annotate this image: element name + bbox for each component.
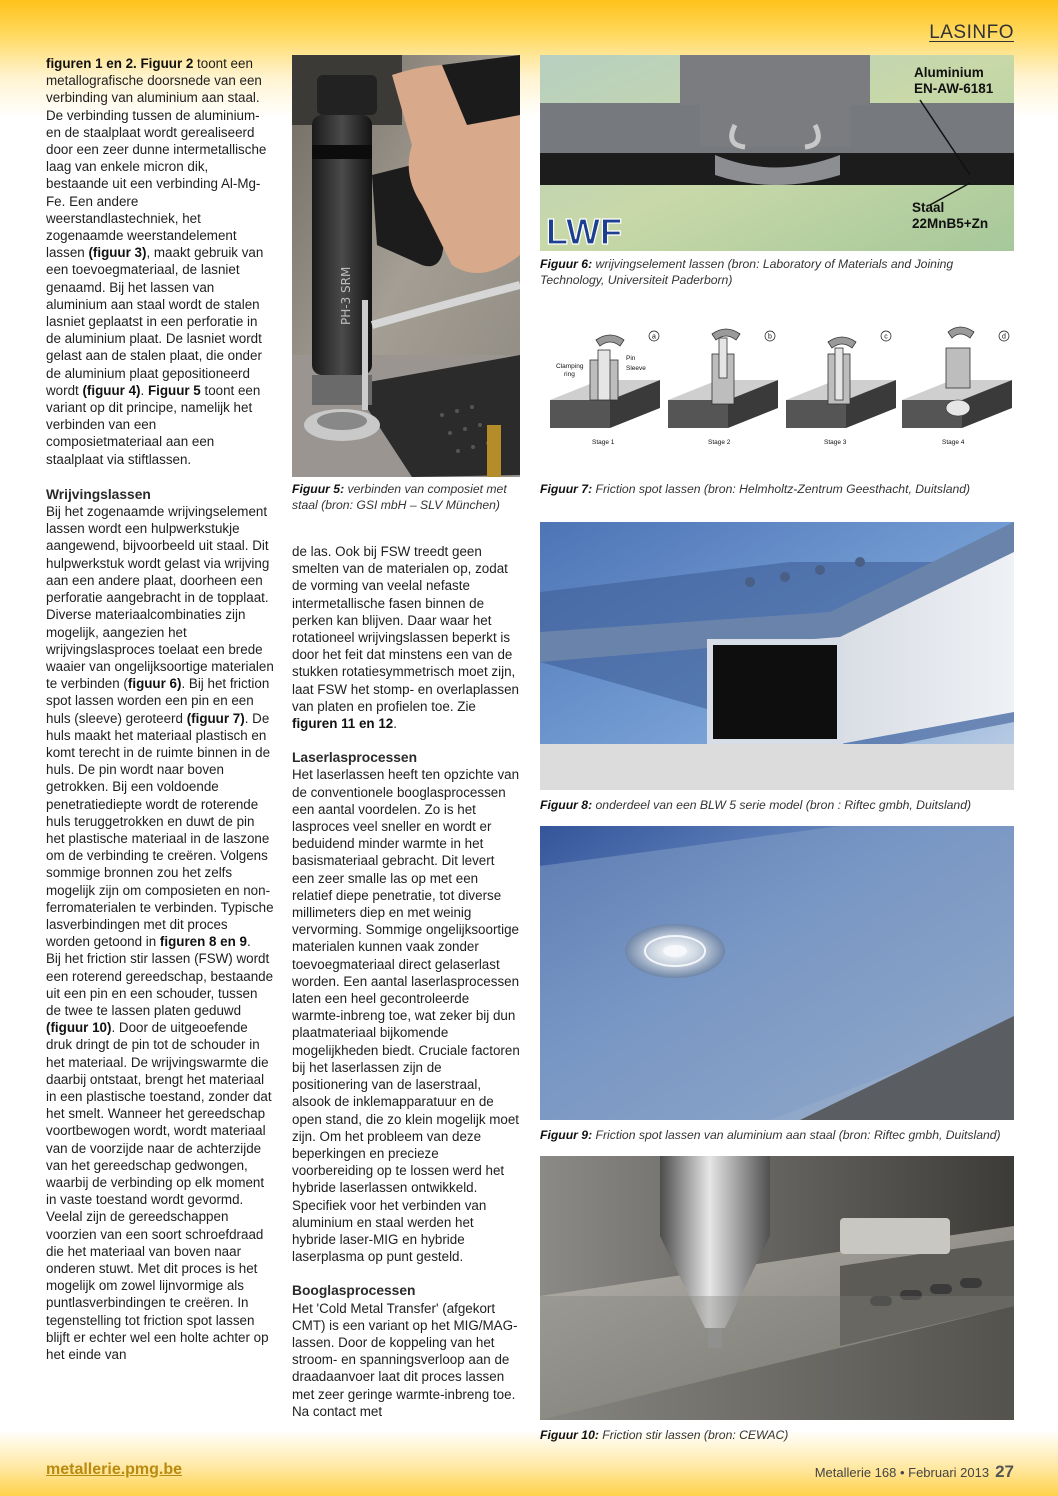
bold-reference: figuren 11 en 12 [292, 716, 394, 732]
bold-reference: (figuur 4) [82, 382, 141, 398]
subheading-booglasprocessen: Booglasprocessen [292, 1283, 416, 1299]
stage-label: Stage 2 [708, 439, 731, 446]
footer-site-link[interactable]: metallerie.pmg.be [46, 1461, 183, 1478]
bold-reference: Figuur 5 [147, 382, 201, 398]
label-aluminium: Aluminium [914, 65, 984, 80]
figure-7-diagram [540, 320, 1014, 452]
label-ring: ring [564, 371, 575, 378]
stage-marker: a [652, 333, 656, 341]
stage-marker: b [768, 333, 772, 341]
lwf-logo: LWF [546, 211, 622, 251]
subheading-laserlasprocessen: Laserlasprocessen [292, 750, 418, 766]
stage-4-block [902, 327, 1012, 428]
figure-10-caption: Figuur 10: Friction stir lassen (bron: CEWAC) [540, 1428, 789, 1442]
stage-2-block [668, 329, 778, 428]
issue-label: Metallerie 168 • Februari 2013 [814, 1465, 990, 1480]
label-staal: Staal [912, 200, 945, 215]
label-staal-grade: 22MnB5+Zn [912, 216, 989, 231]
paragraph: de las. Ook bij FSW treedt geen smelten van de materialen op, zodat de vorming van veelal nefaste intermetallische fasen binnen de perken kan blijven. Daar waar het rotationeel wrijvingslassen beperkt is door het feit dat minstens een van de stukken rotatiesymmetrisch moet zijn, laat FSW het stomp- en overlaplassen van platen en profielen toe. Zie figuren 11 en 12. [292, 544, 520, 732]
paragraph: Het laserlassen heeft ten opzichte van de conventionele booglasprocessen een aantal voordelen. Zo is het lasproces veel sneller en wordt er beduidend minder warmte in het basismateriaal gebracht. Dit levert een zeer smalle las op met een relatief diepe penetratie, tot diverse millimeters diep en met weinig vervorming. Sommige ongelijksoortige materialen kunnen vaak zonder toevoegmateriaal direct gelaserlast worden. Een aantal laserlasprocessen laten een heel gecontroleerde warmte-inbreng toe, wat zeker bij dun plaatmateriaal bijkomende mogelijkheden biedt. Cruciale factoren bij het laserlassen zijn de positionering van de laserstraal, alsook de inklemapparatuur en de open stand, die zo klein mogelijk moet zijn. Om het probleem van deze beperkingen en precieze voorbereiding op te lossen werd het hybride laserlassen ontwikkeld. Specifiek voor het verbinden van aluminium en staal werden het hybride laser-MIG en hybride laserplasma op punt gesteld. [292, 767, 520, 1265]
article-column-2 [292, 543, 520, 1420]
figure-10-photo [540, 1156, 1014, 1420]
paragraph: Bij het zogenaamde wrijvingselement lassen wordt een hulpwerkstukje aangewend, bijvoorbeeld uit staal. Dit hulpwerkstuk wordt gelast via wrijving aan een andere plaat, doorheen een perforatie aangebracht in de topplaat. Diverse materiaalcombinaties zijn mogelijk, aangezien het wrijvingslasproces toelaat een brede waaier van ongelijksoortige materialen te verbinden (figuur 6). Bij het friction spot lassen worden een pin en een huls (sleeve) geroteerd (figuur 7). De huls maakt het materiaal plastisch en komt terecht in de ruimte binnen in de huls. De pin wordt naar boven getrokken. Bij een voldoende penetratiediepte wordt de roterende huls teruggetrokken en duwt de pin het plastische materiaal in de laszone om de verbinding te creëren. Volgens sommige bronnen zou het zelfs mogelijk zijn om composieten en non-ferromaterialen te verbinden. Typische lasverbindingen met dit proces worden getoond in figuren 8 en 9. [46, 504, 274, 950]
label-clamping: Clamping [556, 363, 584, 370]
figure-5-caption: Figuur 5: verbinden van composiet met staal (bron: GSI mbH – SLV München) [292, 482, 507, 512]
stage-marker: c [884, 333, 888, 341]
figure-9-caption: Figuur 9: Friction spot lassen van aluminium aan staal (bron: Riftec gmbh, Duitsland) [540, 1128, 1001, 1142]
figure-8-caption: Figuur 8: onderdeel van een BLW 5 serie model (bron : Riftec gmbh, Duitsland) [540, 798, 972, 812]
bold-reference: figuur 6) [127, 676, 182, 692]
figure-5-photo [292, 55, 520, 477]
stage-3-block [786, 337, 896, 428]
bold-reference: (figuur 3) [88, 245, 147, 261]
stage-label: Stage 1 [592, 439, 615, 446]
footer-issue [815, 1462, 1014, 1482]
label-sleeve: Sleeve [626, 365, 646, 372]
subheading-wrijvingslassen: Wrijvingslassen [46, 486, 151, 502]
article-column-1 [46, 55, 274, 1363]
page-number: 27 [995, 1462, 1014, 1481]
figure-7-caption: Figuur 7: Friction spot lassen (bron: Helmholtz-Zentrum Geesthacht, Duitsland) [540, 482, 971, 496]
stage-label: Stage 4 [942, 439, 965, 446]
bold-reference: figuren 1 en 2. Figuur 2 [46, 56, 194, 71]
paragraph: Het 'Cold Metal Transfer' (afgekort CMT) is een variant op het MIG/MAG-lassen. Door de koppeling van het stroom- en spanningsverloop aan de draadaanvoer laat dit proces lassen met zeer geringe warmte-inbreng toe. Na contact met [292, 1300, 518, 1419]
bold-reference: (figuur 7) [186, 710, 245, 726]
bold-reference: figuren 8 en 9 [159, 934, 247, 950]
label-pin: Pin [626, 355, 636, 362]
paragraph: Bij het friction stir lassen (FSW) wordt een roterend gereedschap, bestaande uit een pin en een schouder, tussen de twee te lassen platen geduwd (figuur 10). Door de uitgeoefende druk dringt de pin tot de schouder in het materiaal. De wrijvingswarmte die daarbij ontstaat, brengt het materiaal in een plastische toestand, zonder dat het smelt. Wanneer het gereedschap voortbewogen wordt, wordt materiaal van de voorzijde naar de achterzijde van het gereedschap gedwongen, waarbij de verbinding op elk moment in vaste toestand wordt gevormd. Veelal zijn de gereedschappen voorzien van een soort schroefdraad die het materiaal van boven naar onderen stuwt. Met dit proces is het mogelijk om zowel lijnvormige als puntlasverbindingen te creëren. In tegenstelling tot friction spot lassen blijft er echter wel een holte achter op het einde van [46, 951, 274, 1363]
section-title: LASINFO [929, 22, 1014, 43]
label-aluminium-grade: EN-AW-6181 [914, 81, 994, 96]
stage-marker: d [1002, 333, 1006, 341]
tool-label: PH-3 SRM [339, 266, 353, 325]
figure-8-photo [540, 522, 1014, 790]
figure-6-photo [540, 55, 1014, 251]
paragraph: figuren 1 en 2. Figuur 2 toont een metallografische doorsnede van een verbinding van aluminium aan staal. De verbinding tussen de aluminium- en de staalplaat wordt gerealiseerd door een zeer dunne intermetallische laag van enkele micron dik, bestaande uit een verbinding Al-Mg-Fe. Een andere weerstandlastechniek, het zogenaamde weerstandelement lassen (figuur 3), maakt gebruik van een toevoegmateriaal, de lasniet genaamd. Bij het lassen van aluminium aan staal wordt de stalen lasniet geplaatst in een perforatie in de aluminium plaat. De lasniet wordt gelast aan de stalen plaat, die onder de aluminium plaat gepositioneerd wordt (figuur 4). Figuur 5 toont een variant op dit principe, namelijk het verbinden van een composietmateriaal aan een staalplaat via stiftlassen. [46, 56, 267, 467]
figure-9-photo [540, 826, 1014, 1120]
stage-1-block [550, 335, 660, 428]
stage-label: Stage 3 [824, 439, 847, 446]
bold-reference: (figuur 10) [46, 1020, 112, 1036]
figure-6-caption: Figuur 6: wrijvingselement lassen (bron: Laboratory of Materials and Joining Technology, Universiteit Paderborn) [540, 257, 954, 287]
